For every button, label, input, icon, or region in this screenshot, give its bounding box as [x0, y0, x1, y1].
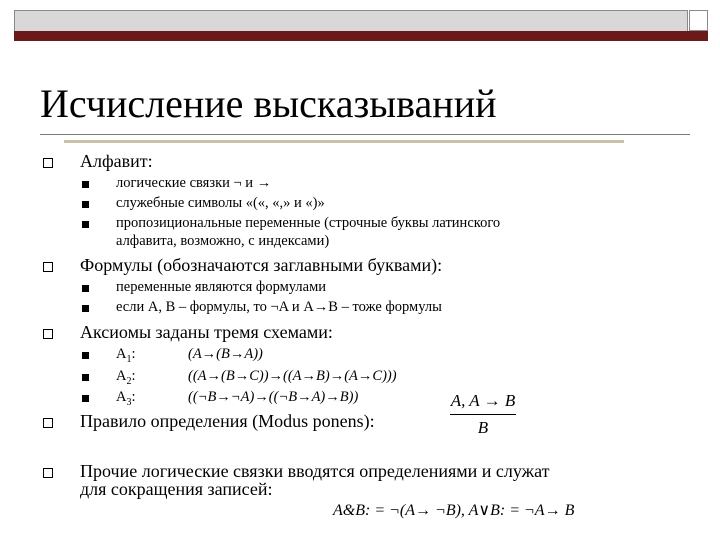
checkbox-square-icon [43, 262, 53, 272]
list-item-text: пропозициональные переменные (строчные буквы латинского [116, 215, 501, 231]
axiom-label: $A_2$: [116, 368, 136, 387]
modus-ponens-fraction [450, 390, 516, 439]
bullet-square-icon [82, 181, 89, 188]
bullet-square-icon [82, 352, 89, 359]
fraction-numerator: A, A → B [450, 391, 516, 410]
checkbox-square-icon [43, 158, 53, 168]
bullet-square-icon [82, 374, 89, 381]
section-heading: Аксиомы заданы тремя схемами: [80, 322, 333, 342]
section-heading: Правило определения (Modus ponens): [80, 411, 375, 431]
section-heading-line2: для сокращения записей: [80, 479, 273, 499]
section-heading: Прочие логические связки вводятся определениями и служат [80, 461, 550, 481]
bullet-square-icon [82, 201, 89, 208]
bullet-square-icon [82, 305, 89, 312]
bullet-square-icon [82, 395, 89, 402]
section-heading-continuation [40, 474, 700, 502]
list-item-text: служебные символы «(«, «,» и «)» [116, 195, 325, 211]
connective-definitions: A&B: = ¬(A→ ¬B), A∨B: = ¬A→ B [333, 502, 575, 519]
axiom-formula: ((¬B→¬A)→((¬B→A)→B)) [188, 389, 359, 405]
section-axioms [40, 317, 700, 345]
list-item-text: логические связки ¬ и → [116, 175, 272, 191]
checkbox-square-icon [43, 418, 53, 428]
fraction-denominator: B [477, 418, 489, 437]
list-item-text: переменные являются формулами [116, 279, 327, 295]
top-decor-square [689, 10, 708, 31]
checkbox-square-icon [43, 329, 53, 339]
axiom-formula: (A→(B→A)) [188, 346, 263, 362]
section-formulas [40, 250, 700, 278]
section-rule [40, 406, 700, 434]
section-heading: Алфавит: [80, 151, 153, 171]
list-item-text: если A, B – формулы, то ¬A и A→B – тоже формулы [116, 299, 442, 315]
fraction-bar [450, 414, 516, 415]
title-divider [40, 134, 690, 135]
bullet-square-icon [82, 221, 89, 228]
section-heading: Формулы (обозначаются заглавными буквами): [80, 255, 443, 275]
axiom-label: $A_3$: [116, 389, 136, 408]
list-item-text: алфавита, возможно, с индексами) [116, 233, 330, 249]
section-alphabet [40, 146, 700, 174]
slide-title: Исчисление высказываний [40, 81, 497, 126]
axiom-formula: ((A→(B→C))→((A→B)→(A→C))) [188, 368, 397, 384]
top-accent-bar [14, 31, 708, 41]
top-decor-bar [14, 10, 688, 32]
bullet-square-icon [82, 285, 89, 292]
axiom-label: $A_1$: [116, 346, 136, 365]
title-underline-fill [64, 140, 624, 143]
